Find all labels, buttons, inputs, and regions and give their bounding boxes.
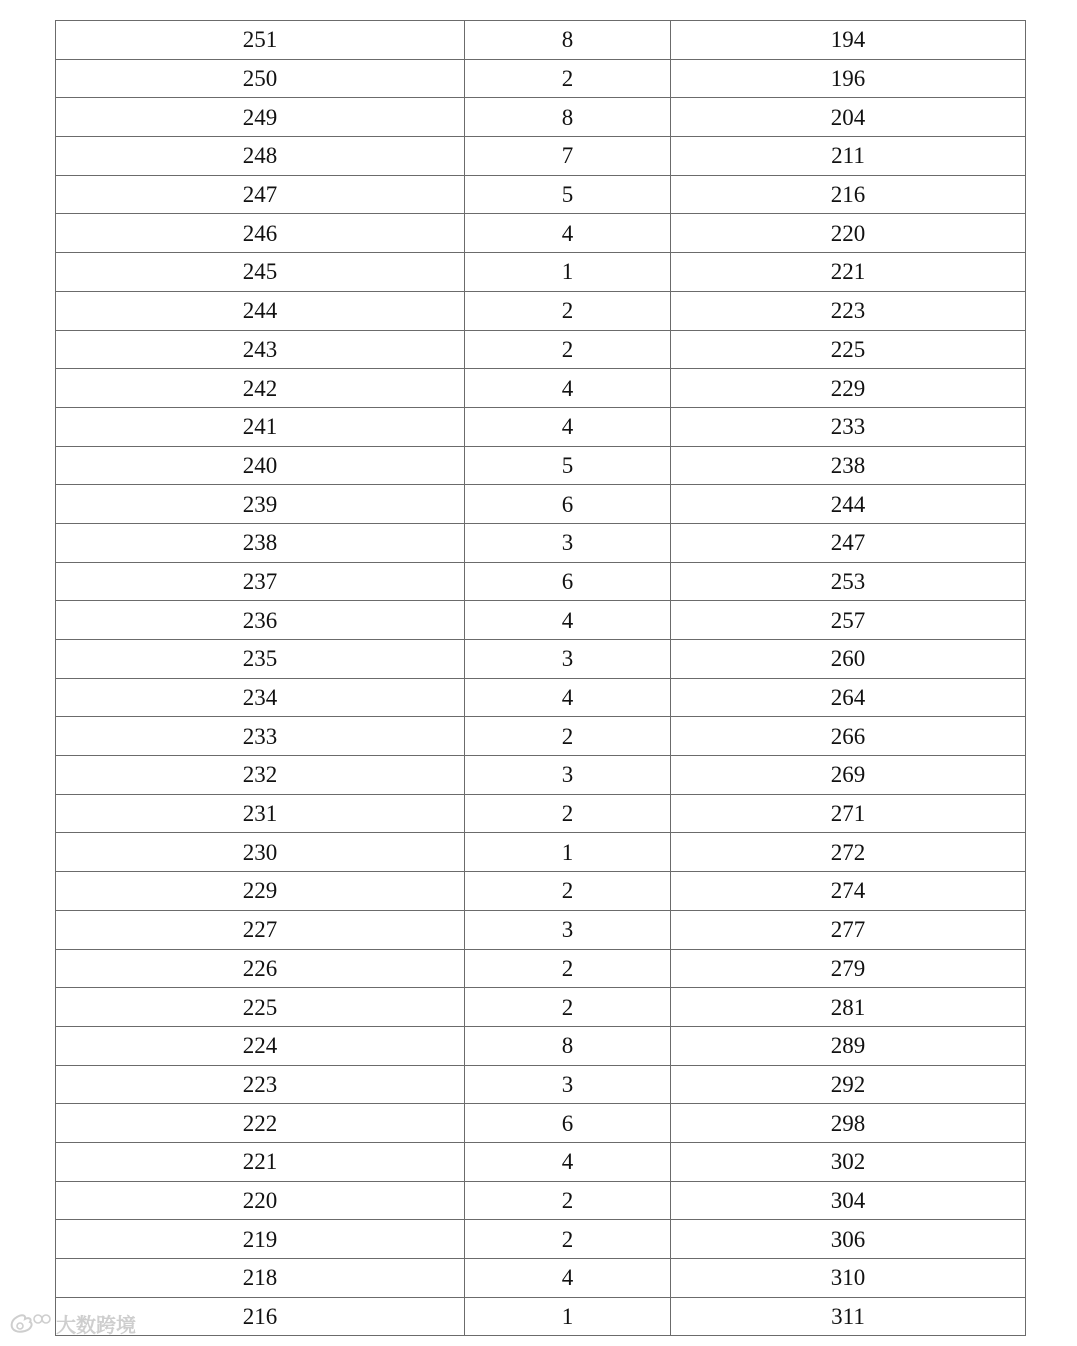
table-cell: 3: [465, 1065, 671, 1104]
table-cell: 232: [56, 756, 465, 795]
table-cell: 306: [671, 1220, 1026, 1259]
table-cell: 194: [671, 21, 1026, 60]
table-row: [56, 523, 1026, 562]
table-cell: 3: [465, 756, 671, 795]
table-row: [56, 1220, 1026, 1259]
table-row: [56, 833, 1026, 872]
table-cell: 216: [56, 1297, 465, 1336]
table-cell: 289: [671, 1026, 1026, 1065]
table-cell: 2: [465, 59, 671, 98]
table-cell: 244: [671, 485, 1026, 524]
watermark: [8, 1309, 136, 1338]
table-cell: 2: [465, 988, 671, 1027]
score-table: [55, 20, 1026, 1336]
table-cell: 216: [671, 175, 1026, 214]
table-cell: 233: [56, 717, 465, 756]
table-row: [56, 1142, 1026, 1181]
table-cell: 239: [56, 485, 465, 524]
table-row: [56, 717, 1026, 756]
table-cell: 247: [671, 523, 1026, 562]
table-cell: 3: [465, 640, 671, 679]
table-cell: 246: [56, 214, 465, 253]
table-cell: 2: [465, 330, 671, 369]
table-cell: 223: [56, 1065, 465, 1104]
table-cell: 211: [671, 137, 1026, 176]
table-cell: 5: [465, 175, 671, 214]
table-cell: 237: [56, 562, 465, 601]
table-cell: 236: [56, 601, 465, 640]
table-cell: 2: [465, 1181, 671, 1220]
table-row: [56, 446, 1026, 485]
table-cell: 279: [671, 949, 1026, 988]
table-cell: 251: [56, 21, 465, 60]
table-cell: 7: [465, 137, 671, 176]
table-row: [56, 562, 1026, 601]
table-cell: 221: [671, 253, 1026, 292]
table-row: [56, 59, 1026, 98]
table-cell: 244: [56, 291, 465, 330]
table-row: [56, 98, 1026, 137]
table-cell: 243: [56, 330, 465, 369]
table-cell: 233: [671, 407, 1026, 446]
table-cell: 6: [465, 1104, 671, 1143]
table-cell: 249: [56, 98, 465, 137]
table-row: [56, 253, 1026, 292]
table-cell: 4: [465, 407, 671, 446]
table-cell: 231: [56, 794, 465, 833]
table-cell: 269: [671, 756, 1026, 795]
table-row: [56, 794, 1026, 833]
table-row: [56, 214, 1026, 253]
table-cell: 221: [56, 1142, 465, 1181]
table-cell: 235: [56, 640, 465, 679]
table-row: [56, 756, 1026, 795]
table-cell: 220: [671, 214, 1026, 253]
table-row: [56, 330, 1026, 369]
table-row: [56, 678, 1026, 717]
table-cell: 4: [465, 1142, 671, 1181]
table-cell: 298: [671, 1104, 1026, 1143]
table-cell: 196: [671, 59, 1026, 98]
table-cell: 253: [671, 562, 1026, 601]
table-row: [56, 407, 1026, 446]
table-cell: 1: [465, 833, 671, 872]
table-cell: 225: [56, 988, 465, 1027]
table-row: [56, 1104, 1026, 1143]
table-cell: 2: [465, 794, 671, 833]
table-cell: 241: [56, 407, 465, 446]
table-cell: 5: [465, 446, 671, 485]
table-cell: 310: [671, 1259, 1026, 1298]
table-row: [56, 1181, 1026, 1220]
table-cell: 248: [56, 137, 465, 176]
table-cell: 8: [465, 98, 671, 137]
table-cell: 304: [671, 1181, 1026, 1220]
table-cell: 238: [671, 446, 1026, 485]
table-row: [56, 291, 1026, 330]
table-cell: 8: [465, 21, 671, 60]
table-row: [56, 988, 1026, 1027]
table-cell: 222: [56, 1104, 465, 1143]
table-cell: 2: [465, 1220, 671, 1259]
table-row: [56, 175, 1026, 214]
table-cell: 230: [56, 833, 465, 872]
table-cell: 281: [671, 988, 1026, 1027]
table-cell: 234: [56, 678, 465, 717]
table-cell: 2: [465, 291, 671, 330]
table-cell: 6: [465, 562, 671, 601]
table-row: [56, 369, 1026, 408]
table-cell: 257: [671, 601, 1026, 640]
table-cell: 229: [671, 369, 1026, 408]
table-cell: 224: [56, 1026, 465, 1065]
table-cell: 264: [671, 678, 1026, 717]
table-row: [56, 601, 1026, 640]
table-cell: 247: [56, 175, 465, 214]
table-cell: 277: [671, 910, 1026, 949]
table-cell: 4: [465, 678, 671, 717]
table-cell: 204: [671, 98, 1026, 137]
watermark-text: 大数跨境: [56, 1313, 136, 1337]
table-row: [56, 872, 1026, 911]
table-cell: 4: [465, 601, 671, 640]
table-cell: 242: [56, 369, 465, 408]
table-row: [56, 910, 1026, 949]
table-cell: 4: [465, 1259, 671, 1298]
table-body: [56, 21, 1026, 1336]
table-cell: 4: [465, 214, 671, 253]
table-cell: 6: [465, 485, 671, 524]
table-cell: 225: [671, 330, 1026, 369]
table-row: [56, 1297, 1026, 1336]
table-cell: 2: [465, 717, 671, 756]
table-cell: 2: [465, 949, 671, 988]
table-row: [56, 1026, 1026, 1065]
table-cell: 3: [465, 523, 671, 562]
table-cell: 250: [56, 59, 465, 98]
table-cell: 226: [56, 949, 465, 988]
table-row: [56, 21, 1026, 60]
table-cell: 272: [671, 833, 1026, 872]
table-cell: 227: [56, 910, 465, 949]
table-cell: 260: [671, 640, 1026, 679]
table-cell: 219: [56, 1220, 465, 1259]
table-cell: 302: [671, 1142, 1026, 1181]
table-cell: 245: [56, 253, 465, 292]
table-row: [56, 640, 1026, 679]
table-cell: 311: [671, 1297, 1026, 1336]
table-cell: 1: [465, 1297, 671, 1336]
table-cell: 240: [56, 446, 465, 485]
table-cell: 223: [671, 291, 1026, 330]
table-cell: 4: [465, 369, 671, 408]
table-cell: 1: [465, 253, 671, 292]
table-row: [56, 485, 1026, 524]
table-cell: 271: [671, 794, 1026, 833]
table-row: [56, 137, 1026, 176]
weibo-logo-icon: [8, 1311, 52, 1337]
table-cell: 218: [56, 1259, 465, 1298]
table-cell: 238: [56, 523, 465, 562]
table-cell: 8: [465, 1026, 671, 1065]
table-row: [56, 949, 1026, 988]
table-row: [56, 1065, 1026, 1104]
table-cell: 3: [465, 910, 671, 949]
table-cell: 266: [671, 717, 1026, 756]
table-cell: 220: [56, 1181, 465, 1220]
table-cell: 2: [465, 872, 671, 911]
table-cell: 274: [671, 872, 1026, 911]
table-cell: 229: [56, 872, 465, 911]
table-cell: 292: [671, 1065, 1026, 1104]
table-row: [56, 1259, 1026, 1298]
